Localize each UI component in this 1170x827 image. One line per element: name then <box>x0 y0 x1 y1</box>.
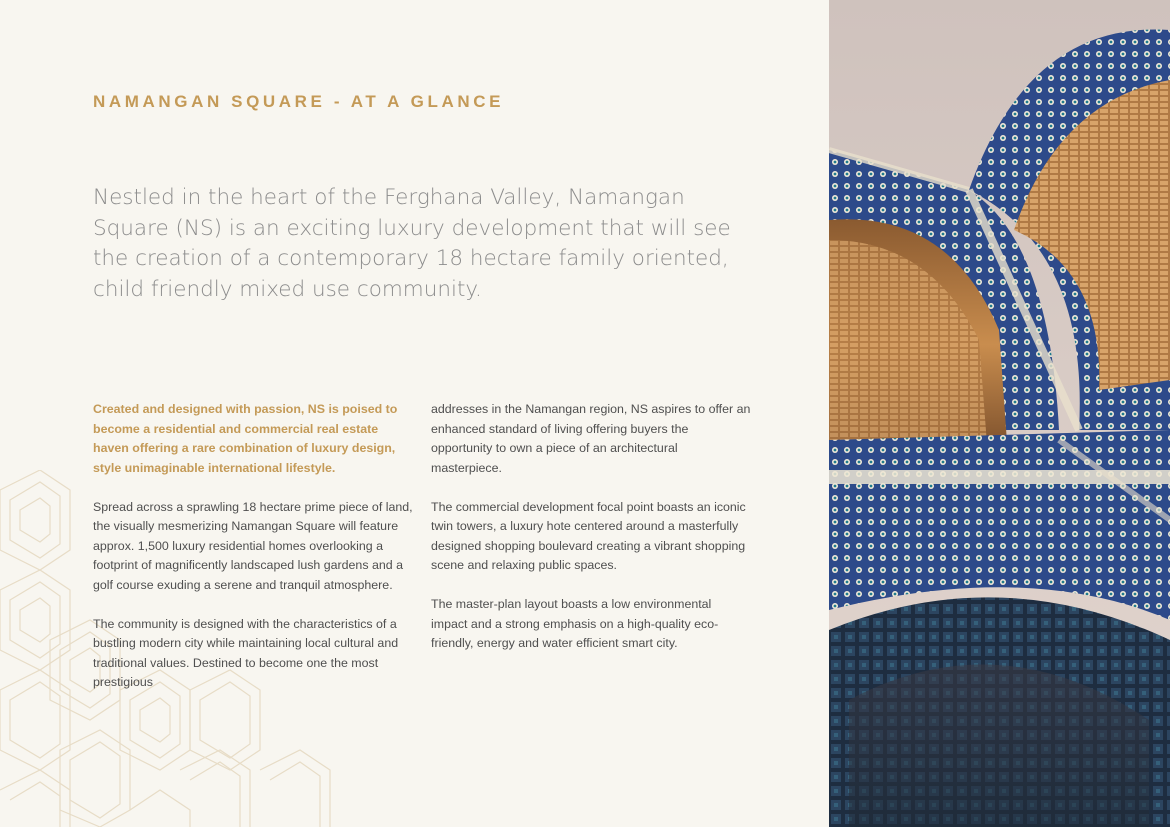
body-paragraph: The master-plan layout boasts a low environmental impact and a strong emphasis on a high-quality eco-friendly, energy and water efficient smart city. <box>431 597 719 650</box>
body-paragraph: Spread across a sprawling 18 hectare prime piece of land, the visually mesmerizing Namangan Square will feature approx. 1,500 luxury residential homes overlooking a footprint of magnificently landscaped lush gardens and a golf course exuding a serene and tranquil atmosphere. <box>93 499 413 592</box>
body-paragraph: addresses in the Namangan region, NS aspires to offer an enhanced standard of living offering buyers the opportunity to own a piece of an architectural masterpiece. <box>431 402 751 475</box>
page-heading: NAMANGAN SQUARE - AT A GLANCE <box>93 92 505 111</box>
architecture-photo <box>829 0 1170 827</box>
body-paragraph: The community is designed with the characteristics of a bustling modern city while maintaining local cultural and traditional values. Destined to become one the most prestigious <box>93 616 399 689</box>
body-paragraph: The commercial development focal point boasts an iconic twin towers, a luxury hote centered around a masterfully designed shopping boulevard creating a vibrant shopping scene and relaxing public spaces. <box>431 499 746 572</box>
text-column-right <box>431 400 751 673</box>
intro-paragraph: Nestled in the heart of the Ferghana Valley, Namangan Square (NS) is an exciting luxury development that will see the creation of a contemporary 18 hectare family oriented, child friendly mixed use community. <box>93 185 731 302</box>
lead-paragraph: Created and designed with passion, NS is poised to become a residential and commercial real estate haven offering a rare combination of luxury design, style unimaginable international lifestyle. <box>93 402 398 475</box>
text-column-left <box>93 400 413 712</box>
